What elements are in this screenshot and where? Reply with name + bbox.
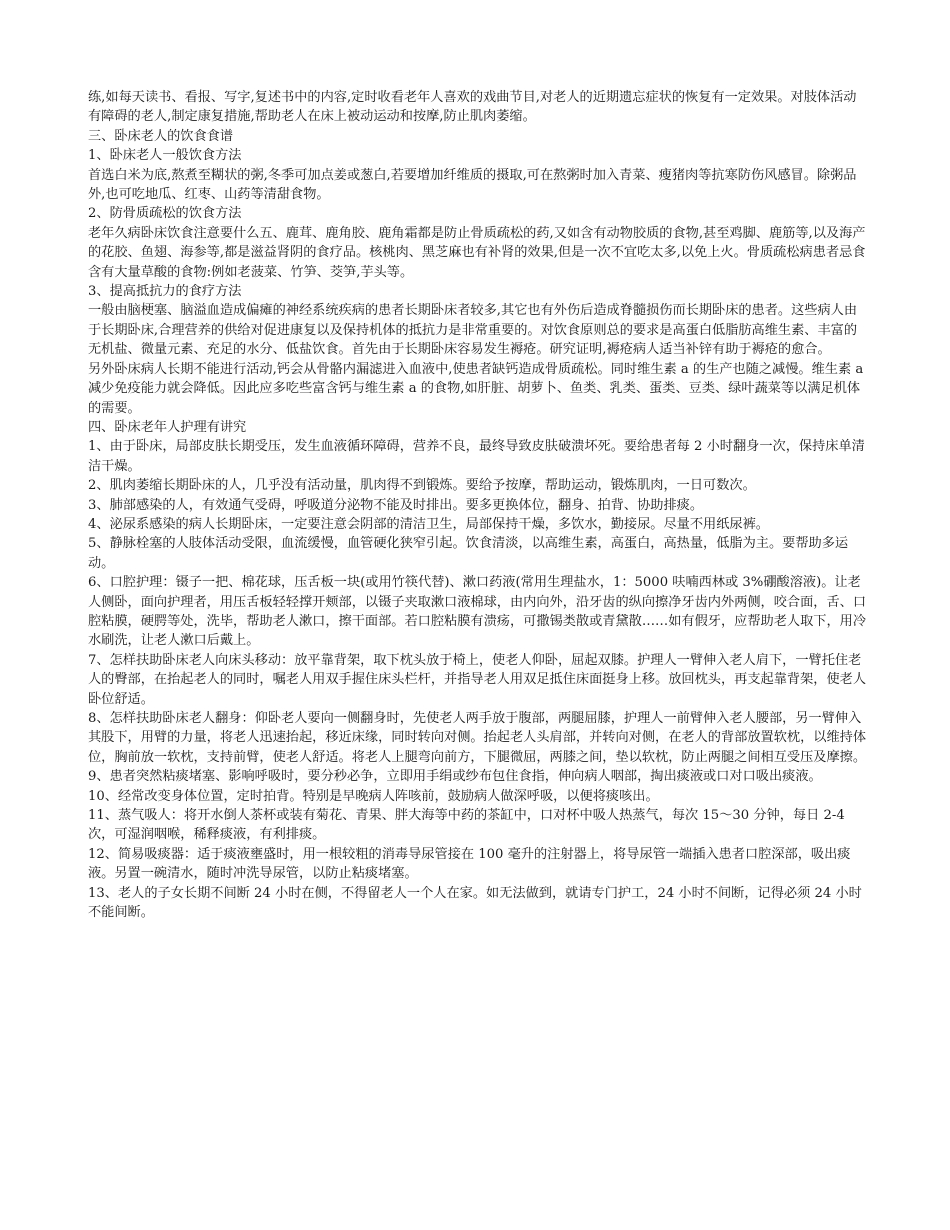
paragraph-general-diet: 首选白米为底,熬煮至糊状的粥,冬季可加点姜或葱白,若要增加纤维质的摄取,可在熬粥时加入青菜、瘦猪肉等抗寒防伤风感冒。除粥品外,也可吃地瓜、红枣、山药等清甜食物。: [88, 167, 857, 203]
paragraph-intro-continuation: 练,如每天读书、看报、写字,复述书中的内容,定时收看老年人喜欢的戏曲节目,对老人的近期遗忘症状的恢复有一定效果。对肢体活动有障碍的老人,制定康复措施,帮助老人在床上被动运动和按摩,防止肌肉萎缩。: [88, 90, 857, 125]
section-heading-diet: 三、卧床老人的饮食食谱: [88, 128, 234, 144]
nursing-item-4: 4、泌尿系感染的病人长期卧床，一定要注意会阴部的清洁卫生，局部保持干燥，多饮水，勤接尿。尽量不用纸尿裤。: [88, 516, 769, 532]
nursing-item-12: 12、简易吸痰器：适于痰液壅盛时，用一根较粗的消毒导尿管接在 100 毫升的注射器上，将导尿管一端插入患者口腔深部，吸出痰液。另置一碗清水，随时冲洗导尿管，以防止粘痰堵塞。: [88, 846, 851, 882]
nursing-item-10: 10、经常改变身体位置，定时拍背。特别是早晚病人阵咳前，鼓励病人做深呼吸，以便将痰咳出。: [88, 788, 659, 804]
nursing-item-1: 1、由于卧床，局部皮肤长期受压，发生血液循环障碍，营养不良，最终导致皮肤破溃坏死。要给患者每 2 小时翻身一次，保持床单清洁干燥。: [88, 439, 865, 474]
section-heading-nursing: 四、卧床老年人护理有讲究: [88, 419, 247, 435]
nursing-item-3: 3、肺部感染的人，有效通气受碍，呼吸道分泌物不能及时排出。要多更换体位，翻身、拍背、协助排痰。: [88, 497, 704, 513]
nursing-item-5: 5、静脉栓塞的人肢体活动受限，血流缓慢，血管硬化狭窄引起。饮食清淡，以高维生素，高蛋白，高热量，低脂为主。要帮助多运动。: [88, 536, 849, 571]
nursing-item-13: 13、老人的子女长期不间断 24 小时在侧，不得留老人一个人在家。如无法做到，就请专门护工，24 小时不间断，记得必须 24 小时不能间断。: [88, 885, 862, 921]
paragraph-osteoporosis-diet: 老年久病卧床饮食注意要什么五、鹿茸、鹿角胶、鹿角霜都是防止骨质疏松的药,又如含有动物胶质的食物,甚至鸡脚、鹿筋等,以及海产的花胶、鱼翅、海参等,都是滋益肾阴的食疗品。核桃肉、黑芝麻也有补肾的效果,但是一次不宜吃太多,以免上火。骨质疏松病患者忌食含有大量草酸的食物:例如老菠菜、竹笋、茭笋,芋头等。: [88, 225, 866, 280]
nursing-item-9: 9、患者突然粘痰堵塞、影响呼吸时，要分秒必争，立即用手绢或纱布包住食指，伸向病人咽部，掏出痰液或口对口吸出痰液。: [88, 769, 822, 785]
paragraph-immunity-diet-a: 一般由脑梗塞、脑溢血造成偏瘫的神经系统疾病的患者长期卧床者较多,其它也有外伤后造成脊髓损伤而长期卧床的患者。这些病人由于长期卧床,合理营养的供给对促进康复以及保持机体的抵抗力是非常重要的。对饮食原则总的要求是高蛋白低脂肪高维生素、丰富的无机盐、微量元素、充足的水分、低盐饮食。首先由于长期卧床容易发生褥疮。研究证明,褥疮病人适当补锌有助于褥疮的愈合。: [88, 303, 858, 358]
nursing-item-2: 2、肌肉萎缩长期卧床的人，几乎没有活动量，肌肉得不到锻炼。要给予按摩，帮助运动，锻炼肌肉，一日可数次。: [88, 478, 756, 494]
subheading-general-diet: 1、卧床老人一般饮食方法: [88, 148, 242, 164]
nursing-item-7: 7、怎样扶助卧床老人向床头移动：放平靠背架，取下枕头放于椅上，使老人仰卧，屈起双膝。护理人一臂伸入老人肩下，一臂托住老人的臀部，在抬起老人的同时，嘱老人用双手握住床头栏杆，并指导老人用双足抵住床面挺身上移。放回枕头，再支起靠背架，使老人卧位舒适。: [88, 652, 867, 707]
subheading-osteoporosis-diet: 2、防骨质疏松的饮食方法: [88, 206, 242, 222]
nursing-item-6: 6、口腔护理：镊子一把、棉花球，压舌板一块(或用竹筷代替)、漱口药液(常用生理盐水，1：5000 呋喃西林或 3%硼酸溶液)。让老人侧卧，面向护理者，用压舌板轻轻撑开颊部，以镊子夹取漱口液棉球，由内向外，沿牙齿的纵向擦净牙齿内外两侧，咬合面，舌、口腔粘膜，硬腭等处，洗毕，帮助老人漱口，擦干面部。若口腔粘膜有溃疡，可撒锡类散或青黛散……如有假牙，应帮助老人取下，用冷水刷洗，让老人漱口后戴上。: [88, 575, 867, 649]
paragraph-immunity-diet-b: 另外卧床病人长期不能进行活动,钙会从骨骼内漏滤进入血液中,使患者缺钙造成骨质疏松。同时维生素 a 的生产也随之减慢。维生素 a 减少免疫能力就会降低。因此应多吃些富含钙与维生素 a 的食物,如肝脏、胡萝卜、鱼类、乳类、蛋类、豆类、绿叶蔬菜等以满足机体的需要。: [88, 361, 864, 416]
nursing-item-8: 8、怎样扶助卧床老人翻身：仰卧老人要向一侧翻身时，先使老人两手放于腹部，两腿屈膝，护理人一前臂伸入老人腰部，另一臂伸入其股下，用臂的力量，将老人迅速抬起，移近床缘，同时转向对侧。抬起老人头肩部，并转向对侧，在老人的背部放置软枕，以维持体位，胸前放一软枕，支持前臂，使老人舒适。将老人上腿弯向前方，下腿微屈，两膝之间，垫以软枕，防止两腿之间相互受压及摩擦。: [88, 711, 867, 765]
subheading-immunity-diet: 3、提高抵抗力的食疗方法: [88, 284, 242, 300]
nursing-item-11: 11、蒸气吸人：将开水倒人茶杯或装有菊花、青果、胖大海等中药的茶缸中，口对杯中吸人热蒸气，每次 15～30 分钟，每日 2-4 次，可湿润咽喉，稀释痰液，有利排痰。: [88, 808, 845, 843]
document-page: [88, 88, 868, 922]
